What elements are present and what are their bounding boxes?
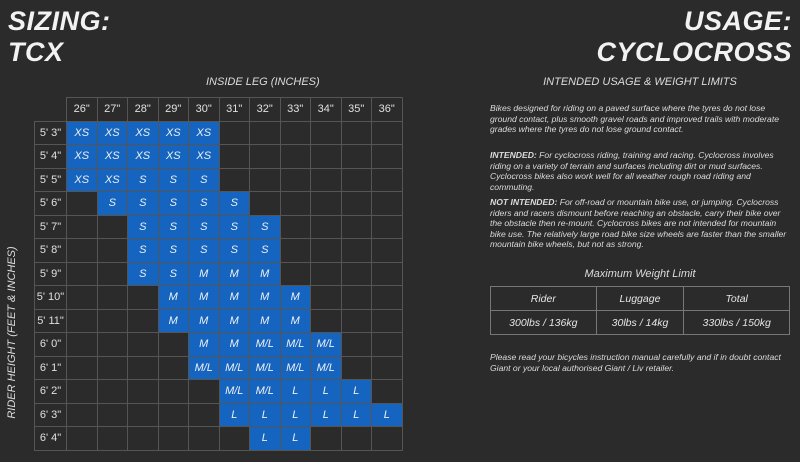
usage-title <box>596 6 792 68</box>
size-cell: XS <box>189 121 220 145</box>
size-cell <box>128 286 159 310</box>
size-cell: M/L <box>311 333 342 357</box>
size-cell <box>67 286 98 310</box>
size-cell <box>67 333 98 357</box>
grid-corner <box>35 98 67 122</box>
size-cell: M <box>189 333 220 357</box>
size-cell <box>158 333 189 357</box>
size-cell <box>280 239 311 263</box>
size-cell: M/L <box>311 356 342 380</box>
size-cell <box>341 168 372 192</box>
rider-height-label: RIDER HEIGHT (FEET & INCHES) <box>6 246 18 419</box>
size-cell <box>372 309 403 333</box>
size-cell <box>372 145 403 169</box>
size-cell <box>97 309 128 333</box>
size-cell <box>311 145 342 169</box>
size-cell <box>341 192 372 216</box>
size-row <box>35 403 403 427</box>
size-cell: M/L <box>219 356 250 380</box>
size-cell <box>311 309 342 333</box>
weight-value-luggage: 30lbs / 14kg <box>596 311 684 335</box>
weight-header-luggage: Luggage <box>596 287 684 311</box>
size-cell <box>311 215 342 239</box>
inside-leg-header: 26" <box>67 98 98 122</box>
size-cell <box>67 192 98 216</box>
inside-leg-header: 31" <box>219 98 250 122</box>
size-cell: S <box>128 215 159 239</box>
weight-heading: Maximum Weight Limit <box>584 268 696 280</box>
size-cell <box>372 333 403 357</box>
size-cell <box>158 380 189 404</box>
size-cell <box>97 286 128 310</box>
size-cell: S <box>189 192 220 216</box>
intended-paragraph <box>490 150 790 192</box>
inside-leg-header: 30" <box>189 98 220 122</box>
size-cell: XS <box>158 121 189 145</box>
size-cell <box>67 309 98 333</box>
size-cell: L <box>372 403 403 427</box>
rider-height-header: 5' 4" <box>35 145 67 169</box>
size-cell: S <box>189 215 220 239</box>
size-cell <box>158 356 189 380</box>
size-cell: M <box>219 309 250 333</box>
size-cell: M/L <box>250 356 281 380</box>
rider-height-header: 5' 7" <box>35 215 67 239</box>
size-cell <box>311 427 342 451</box>
size-cell: S <box>219 215 250 239</box>
size-cell <box>219 168 250 192</box>
size-cell <box>67 427 98 451</box>
size-cell: M <box>250 286 281 310</box>
weight-value-rider: 300lbs / 136kg <box>491 311 597 335</box>
size-cell: XS <box>97 121 128 145</box>
size-cell: L <box>250 403 281 427</box>
size-cell: M <box>189 286 220 310</box>
inside-leg-header: 34" <box>311 98 342 122</box>
size-cell: XS <box>128 145 159 169</box>
size-cell <box>341 215 372 239</box>
size-row <box>35 427 403 451</box>
not-intended-label: NOT INTENDED: <box>490 197 558 207</box>
size-cell: S <box>97 192 128 216</box>
weight-header-total: Total <box>684 287 790 311</box>
size-cell: M <box>219 286 250 310</box>
rider-height-header: 5' 9" <box>35 262 67 286</box>
size-cell: S <box>128 168 159 192</box>
rider-height-header: 5' 6" <box>35 192 67 216</box>
size-cell <box>341 239 372 263</box>
weight-header-rider: Rider <box>491 287 597 311</box>
size-cell <box>250 145 281 169</box>
size-cell <box>311 286 342 310</box>
size-cell: XS <box>67 168 98 192</box>
size-row <box>35 380 403 404</box>
size-row <box>35 168 403 192</box>
size-cell: M/L <box>189 356 220 380</box>
size-cell <box>67 380 98 404</box>
size-cell: M <box>280 309 311 333</box>
size-cell <box>158 403 189 427</box>
size-cell <box>128 427 159 451</box>
size-cell: L <box>219 403 250 427</box>
size-cell <box>341 262 372 286</box>
rider-height-header: 6' 4" <box>35 427 67 451</box>
intended-label: INTENDED: <box>490 150 537 160</box>
size-cell <box>372 356 403 380</box>
size-cell: XS <box>128 121 159 145</box>
size-cell: L <box>280 380 311 404</box>
size-cell <box>311 239 342 263</box>
size-cell <box>67 215 98 239</box>
size-cell: S <box>158 192 189 216</box>
size-cell <box>341 427 372 451</box>
size-row <box>35 239 403 263</box>
size-cell: S <box>128 239 159 263</box>
size-cell: S <box>219 239 250 263</box>
size-cell <box>372 215 403 239</box>
inside-leg-header: 29" <box>158 98 189 122</box>
size-cell: XS <box>97 145 128 169</box>
weight-value-total: 330lbs / 150kg <box>684 311 790 335</box>
size-chart <box>34 97 403 451</box>
size-cell: L <box>280 427 311 451</box>
size-cell <box>189 380 220 404</box>
size-cell: L <box>311 403 342 427</box>
size-cell: M/L <box>250 333 281 357</box>
size-cell: M <box>250 309 281 333</box>
size-row <box>35 215 403 239</box>
inside-leg-header: 33" <box>280 98 311 122</box>
size-cell <box>311 262 342 286</box>
intended-text: For cyclocross riding, training and racing. Cyclocross involves riding on a variety of terrain and surfaces including dirt or mud surfaces. Cyclocross bikes also work well for all weather rough road riding and commuting. <box>490 150 774 192</box>
size-cell: L <box>341 403 372 427</box>
rider-height-header: 6' 3" <box>35 403 67 427</box>
size-cell: S <box>189 239 220 263</box>
size-cell <box>311 192 342 216</box>
size-cell <box>189 427 220 451</box>
size-cell <box>67 262 98 286</box>
size-cell: L <box>341 380 372 404</box>
rider-height-header: 5' 8" <box>35 239 67 263</box>
size-cell <box>67 403 98 427</box>
size-cell: M <box>158 286 189 310</box>
inside-leg-header: 36" <box>372 98 403 122</box>
size-cell <box>341 286 372 310</box>
size-cell <box>97 380 128 404</box>
size-cell <box>97 333 128 357</box>
size-cell <box>128 309 159 333</box>
size-row <box>35 333 403 357</box>
size-cell: S <box>189 168 220 192</box>
size-cell <box>311 121 342 145</box>
size-row <box>35 286 403 310</box>
size-cell <box>341 309 372 333</box>
rider-height-header: 6' 0" <box>35 333 67 357</box>
size-cell <box>128 333 159 357</box>
size-cell: XS <box>189 145 220 169</box>
size-cell <box>311 168 342 192</box>
rider-height-header: 5' 3" <box>35 121 67 145</box>
sizing-title-line2: TCX <box>8 37 64 67</box>
weight-table <box>490 286 790 335</box>
size-cell <box>372 192 403 216</box>
size-row <box>35 262 403 286</box>
size-cell: M <box>158 309 189 333</box>
size-cell: M/L <box>250 380 281 404</box>
rider-height-header: 5' 10" <box>35 286 67 310</box>
size-cell <box>97 239 128 263</box>
size-cell: M <box>219 262 250 286</box>
size-cell: S <box>158 215 189 239</box>
size-cell: M <box>189 309 220 333</box>
size-cell: XS <box>97 168 128 192</box>
rider-height-header: 5' 5" <box>35 168 67 192</box>
size-cell <box>372 239 403 263</box>
size-cell <box>67 239 98 263</box>
not-intended-text: For off-road or mountain bike use, or jumping. Cyclocross riders and racers dismount before reaching an obstacle, carry their bike over the obstacle then re-mount. Cyclocross bikes are not intended for mountain bike use. The relatively large road bike size wheels are faster than the smaller mountain bike wheels, but not as strong. <box>490 197 787 250</box>
size-cell: M <box>219 333 250 357</box>
size-cell <box>280 168 311 192</box>
size-cell <box>250 168 281 192</box>
size-cell: S <box>158 239 189 263</box>
size-cell <box>189 403 220 427</box>
size-cell <box>341 333 372 357</box>
size-cell: M <box>189 262 220 286</box>
size-cell <box>372 262 403 286</box>
size-cell <box>97 215 128 239</box>
usage-title-line1: USAGE: <box>683 6 792 36</box>
size-cell: S <box>250 215 281 239</box>
usage-heading: INTENDED USAGE & WEIGHT LIMITS <box>543 76 737 88</box>
rider-height-header: 5' 11" <box>35 309 67 333</box>
size-cell: M <box>280 286 311 310</box>
not-intended-paragraph <box>490 197 790 250</box>
size-cell <box>280 262 311 286</box>
usage-title-line2: CYCLOCROSS <box>596 37 792 67</box>
size-cell <box>341 121 372 145</box>
weight-value-row <box>491 311 790 335</box>
size-row <box>35 192 403 216</box>
size-cell: M <box>250 262 281 286</box>
size-cell <box>280 121 311 145</box>
inside-leg-header: 32" <box>250 98 281 122</box>
size-cell <box>372 286 403 310</box>
size-cell: XS <box>67 121 98 145</box>
size-cell <box>341 145 372 169</box>
size-cell <box>128 403 159 427</box>
size-cell <box>250 192 281 216</box>
size-cell: S <box>250 239 281 263</box>
size-cell <box>372 121 403 145</box>
weight-header-row <box>491 287 790 311</box>
size-cell: L <box>280 403 311 427</box>
size-cell <box>97 356 128 380</box>
inside-leg-label: INSIDE LEG (INCHES) <box>206 76 320 88</box>
size-cell <box>372 168 403 192</box>
size-cell: M/L <box>280 356 311 380</box>
size-cell <box>158 427 189 451</box>
footer-note: Please read your bicycles instruction manual carefully and if in doubt contact Giant or your local authorised Giant / Liv retailer. <box>490 352 781 373</box>
size-cell: S <box>128 192 159 216</box>
rider-height-header: 6' 2" <box>35 380 67 404</box>
size-cell <box>372 380 403 404</box>
column-header-row <box>35 98 403 122</box>
size-cell: XS <box>158 145 189 169</box>
rider-height-header: 6' 1" <box>35 356 67 380</box>
size-cell <box>280 145 311 169</box>
size-cell: S <box>158 262 189 286</box>
size-cell <box>219 121 250 145</box>
size-cell <box>67 356 98 380</box>
size-cell <box>341 356 372 380</box>
inside-leg-header: 27" <box>97 98 128 122</box>
size-row <box>35 309 403 333</box>
size-cell: M/L <box>219 380 250 404</box>
size-row <box>35 356 403 380</box>
size-cell: M/L <box>280 333 311 357</box>
size-cell <box>372 427 403 451</box>
inside-leg-header: 28" <box>128 98 159 122</box>
size-cell <box>280 215 311 239</box>
size-cell <box>128 380 159 404</box>
sizing-title <box>8 6 111 68</box>
size-cell: S <box>219 192 250 216</box>
size-row <box>35 145 403 169</box>
size-cell: L <box>311 380 342 404</box>
size-cell <box>219 145 250 169</box>
sizing-title-line1: SIZING: <box>8 6 111 36</box>
size-cell <box>219 427 250 451</box>
size-cell <box>128 356 159 380</box>
size-cell <box>97 262 128 286</box>
size-cell: S <box>128 262 159 286</box>
size-cell: XS <box>67 145 98 169</box>
size-row <box>35 121 403 145</box>
size-cell <box>250 121 281 145</box>
size-cell <box>280 192 311 216</box>
usage-intro: Bikes designed for riding on a paved surface where the tyres do not lose ground contact, plus smooth gravel roads and improved trails with moderate grades where the tyres do not lose ground contact. <box>490 103 779 135</box>
size-cell: L <box>250 427 281 451</box>
size-cell <box>97 403 128 427</box>
size-cell <box>97 427 128 451</box>
size-cell: S <box>158 168 189 192</box>
inside-leg-header: 35" <box>341 98 372 122</box>
